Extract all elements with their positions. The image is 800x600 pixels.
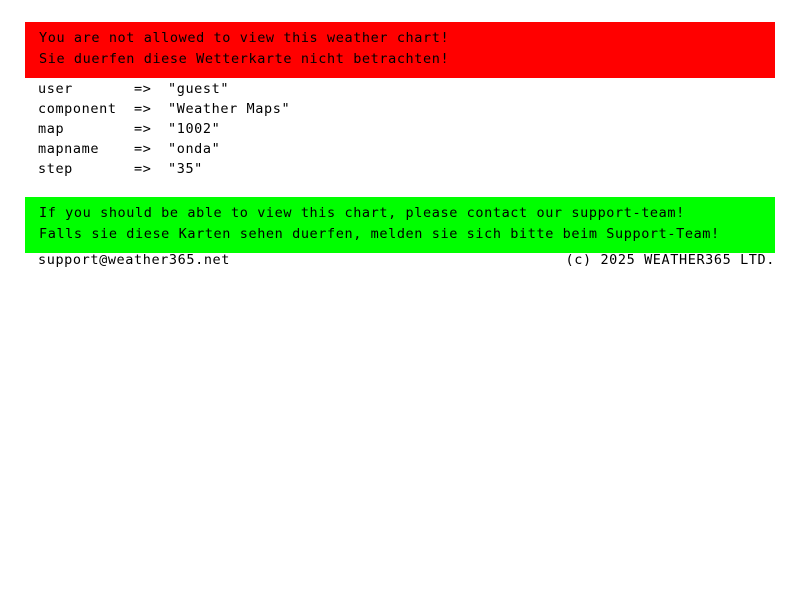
parameter-arrow: => — [134, 101, 152, 117]
info-banner-line-en: If you should be able to view this chart, please contact our support-team! — [39, 205, 685, 221]
parameter-row-map — [38, 119, 290, 139]
parameter-key: map — [38, 121, 65, 137]
error-banner-line-en: You are not allowed to view this weather chart! — [39, 30, 450, 46]
parameter-key: step — [38, 161, 73, 177]
parameter-value: "guest" — [168, 81, 230, 97]
support-email-link[interactable]: support@weather365.net — [38, 252, 231, 268]
error-banner — [25, 22, 775, 78]
parameter-arrow: => — [134, 141, 152, 157]
parameter-value: "Weather Maps" — [168, 101, 291, 117]
footer — [38, 250, 775, 270]
parameter-key: mapname — [38, 141, 100, 157]
info-banner — [25, 197, 775, 253]
parameter-value: "35" — [168, 161, 203, 177]
parameter-value: "1002" — [168, 121, 221, 137]
parameter-row-user — [38, 79, 290, 99]
parameter-row-component — [38, 99, 290, 119]
parameter-list — [38, 79, 290, 179]
parameter-row-mapname — [38, 139, 290, 159]
parameter-arrow: => — [134, 161, 152, 177]
info-banner-line-de: Falls sie diese Karten sehen duerfen, melden sie sich bitte beim Support-Team! — [39, 226, 720, 242]
parameter-key: user — [38, 81, 73, 97]
parameter-value: "onda" — [168, 141, 221, 157]
parameter-row-step — [38, 159, 290, 179]
copyright-text: (c) 2025 WEATHER365 LTD. — [565, 252, 775, 268]
parameter-arrow: => — [134, 81, 152, 97]
error-banner-line-de: Sie duerfen diese Wetterkarte nicht betrachten! — [39, 51, 450, 67]
parameter-arrow: => — [134, 121, 152, 137]
parameter-key: component — [38, 101, 117, 117]
